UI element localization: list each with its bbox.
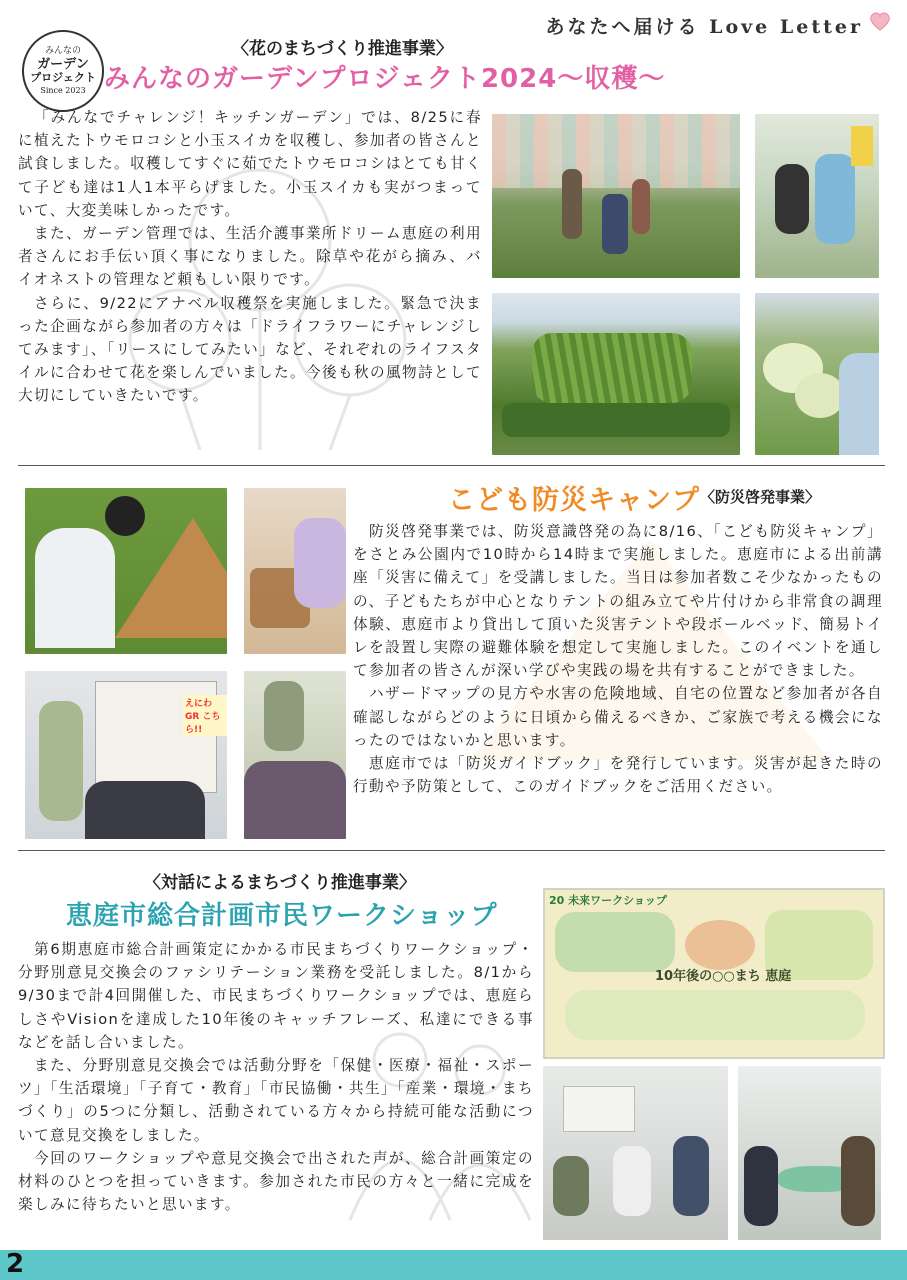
heart-icon [867, 8, 893, 34]
garden-project-logo: みんなの ガーデン プロジェクト Since 2023 [22, 30, 104, 112]
footer-bar [0, 1250, 907, 1280]
garden-photo-harvest [492, 114, 740, 278]
page-number: 2 [6, 1249, 25, 1279]
header-title: あなたへ届ける Love Letter [545, 16, 863, 38]
camp-paragraph: 恵庭市では「防災ガイドブック」を発行しています。災害が起きた時の行動や予防策として、このガイドブックをご活用ください。 [353, 755, 883, 796]
workshop-photo-session2 [738, 1066, 881, 1240]
garden-body [18, 106, 482, 408]
workshop-paragraph: また、分野別意見交換会では活動分野を「保健・医療・福祉・スポーツ」「生活環境」「子育て・教育」「市民協働・共生」「産業・環境・まちづくり」の5つに分類し、活動されている方々から持続可能な活動について意見交換をしました。 [18, 1057, 534, 1144]
garden-kicker: 〈花のまちづくり推進事業〉 [232, 39, 453, 59]
camp-title: こども防災キャンプ [448, 485, 700, 516]
workshop-kicker: 〈対話によるまちづくり推進事業〉 [144, 873, 416, 893]
camp-photo-tent [25, 488, 227, 654]
hazard-sign: えにわGR こちら!! [183, 695, 227, 736]
board-caption-1: 10年後の○○まち 恵庭 [655, 969, 792, 984]
workshop-body [18, 938, 534, 1216]
garden-paragraph: また、ガーデン管理では、生活介護事業所ドリーム恵庭の利用者さんにお手伝い頂く事になりました。除草や花がら摘み、バイオネストの管理など頼もしい限りです。 [18, 225, 482, 289]
garden-photo-kids [755, 114, 879, 278]
camp-photo-cooking [244, 488, 346, 654]
garden-photo-annabelle [755, 293, 879, 455]
workshop-photo-graphic-record [543, 888, 885, 1059]
camp-paragraph: 防災啓発事業では、防災意識啓発の為に8/16、「こども防災キャンプ」をさとみ公園内で10時から14時まで実施しました。恵庭市による出前講座「災害に備えて」を受講しました。当日は参加者数こそ少なかったものの、子どもたちが中心となりテントの組み立てや片付けから非常食の調理体験、恵庭市より貸出して頂いた災害テントや段ボールベッド、簡易トイレを設置し実際の避難体験を想定して実施しました。このイベントを通して参加者の皆さんが深い学びや実践の場を共有することができました。 [353, 523, 883, 680]
workshop-photo-session1 [543, 1066, 728, 1240]
board-caption-2: 20 未来ワークショップ [549, 894, 667, 907]
camp-photo-hazard-map [25, 671, 227, 839]
camp-paragraph: ハザードマップの見方や水害の危険地域、自宅の位置など参加者が各自確認しながらどのように日頃から備えるべきか、ご家族で考える機会になったのではないかと思います。 [353, 685, 883, 749]
garden-title: みんなのガーデンプロジェクト2024〜収穫〜 [104, 64, 666, 94]
workshop-paragraph: 第6期恵庭市総合計画策定にかかる市民まちづくりワークショップ・分野別意見交換会のファシリテーション業務を受託しました。8/1から9/30まで計4回開催した、市民まちづくりワークショップでは、恵庭らしさやVisionを達成した10年後のキャッチフレーズ、私達にできる事などを話し合いました。 [18, 941, 534, 1051]
camp-photo-lecture [244, 671, 346, 839]
garden-paragraph: さらに、9/22にアナベル収穫祭を実施しました。緊急で決まった企画ながら参加者の方々は「ドライフラワーにチャレンジしてみます」、「リースにしてみたい」など、それぞれのライフスタイルに合わせて花を楽しんでいました。今後も秋の風物詩として大切にしていきたいです。 [18, 294, 482, 405]
divider [18, 850, 885, 851]
workshop-paragraph: 今回のワークショップや意見交換会で出された声が、総合計画策定の材料のひとつを担っていきます。参加された市民の方々と一緒に完成を楽しみに待ちたいと思います。 [18, 1149, 534, 1214]
workshop-title: 恵庭市総合計画市民ワークショップ [66, 901, 498, 931]
camp-body [353, 520, 883, 798]
garden-photo-corn [492, 293, 740, 455]
divider [18, 465, 885, 466]
camp-kicker: 〈防災啓発事業〉 [700, 488, 821, 506]
garden-paragraph: 「みんなでチャレンジ！キッチンガーデン」では、8/25に春に植えたトウモロコシと小玉スイカを収穫し、参加者の皆さんと試食しました。収穫してすぐに茹でたトウモロコシはとても甘くて子ども達は1人1本平らげました。小玉スイカも実がつまっていて、大変美味しかったです。 [18, 109, 482, 219]
